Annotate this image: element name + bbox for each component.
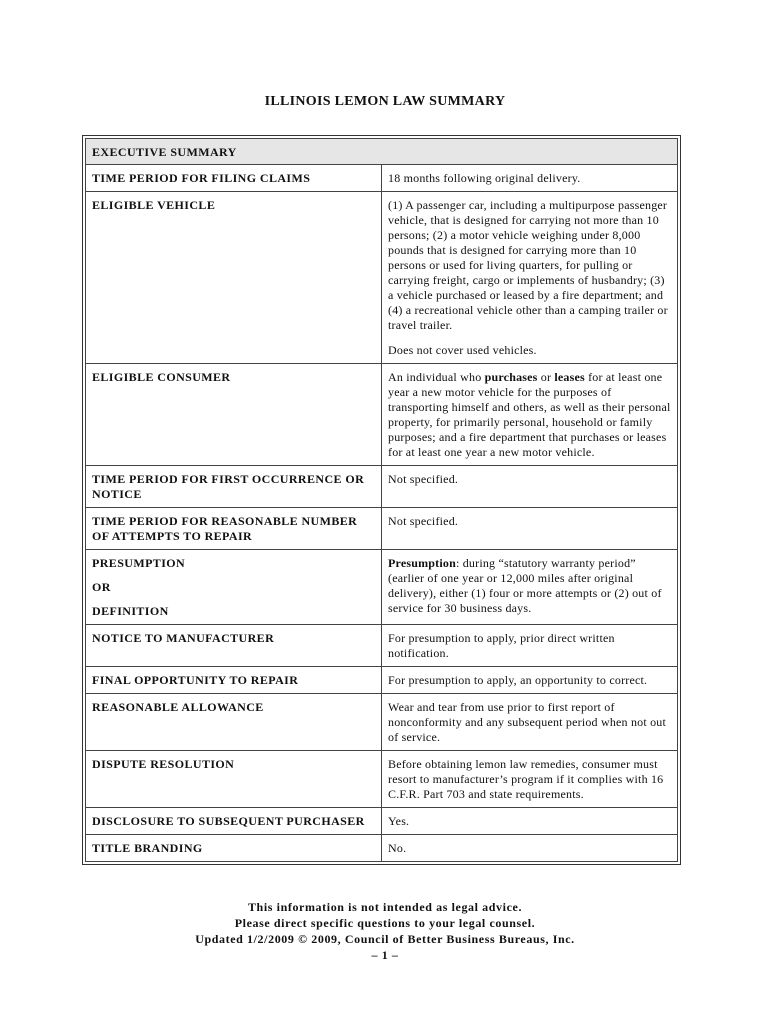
row-label-notice: NOTICE TO MANUFACTURER xyxy=(86,625,382,667)
table-row xyxy=(86,466,678,508)
row-label-repair-attempts: TIME PERIOD FOR REASONABLE NUMBER OF ATTEMPTS TO REPAIR xyxy=(86,508,382,550)
row-value-notice: For presumption to apply, prior direct written notification. xyxy=(382,625,678,667)
consumer-text-post: for at least one year a new motor vehicle for the purposes of transporting himself and others, as well as their personal property, for primarily personal, household or family purposes; and a fire department that purchases or leases for at least one year a new motor vehicle. xyxy=(388,370,671,459)
table-row xyxy=(86,835,678,862)
row-label-eligible-consumer: ELIGIBLE CONSUMER xyxy=(86,364,382,466)
footer xyxy=(0,899,770,963)
table-row xyxy=(86,508,678,550)
consumer-text-purchases: purchases xyxy=(484,370,538,384)
table-row xyxy=(86,667,678,694)
row-value-eligible-vehicle xyxy=(382,192,678,364)
presumption-text: : during “statutory warranty period” (earlier of one year or 12,000 miles after original delivery), either (1) four or more attempts or (2) out of service for 30 business days. xyxy=(388,556,662,615)
table-row xyxy=(86,751,678,808)
row-value-eligible-consumer xyxy=(382,364,678,466)
row-value-disclosure: Yes. xyxy=(382,808,678,835)
consumer-text-leases: leases xyxy=(554,370,585,384)
presumption-label-line: OR xyxy=(92,580,111,594)
summary-table xyxy=(85,138,678,862)
row-value-title-branding: No. xyxy=(382,835,678,862)
table-row xyxy=(86,364,678,466)
footer-copyright: Updated 1/2/2009 © 2009, Council of Better Business Bureaus, Inc. xyxy=(195,932,575,946)
row-label-disclosure: DISCLOSURE TO SUBSEQUENT PURCHASER xyxy=(86,808,382,835)
row-value-repair-attempts: Not specified. xyxy=(382,508,678,550)
row-label-final-opportunity: FINAL OPPORTUNITY TO REPAIR xyxy=(86,667,382,694)
eligible-vehicle-text: (1) A passenger car, including a multipurpose passenger vehicle, that is designed for carrying not more than 10 persons; (2) a motor vehicle weighing under 8,000 pounds that is designed for carrying more than 10 persons or used for living quarters, for pulling or carrying freight, cargo or implements of husbandry; (3) a vehicle purchased or leased by a fire department; and (4) a recreational vehicle other than a camping trailer or travel trailer. xyxy=(388,198,668,332)
footer-disclaimer: This information is not intended as legal advice. xyxy=(247,900,523,914)
summary-table-frame xyxy=(82,135,681,865)
row-value-presumption xyxy=(382,550,678,625)
table-row xyxy=(86,165,678,192)
row-label-dispute: DISPUTE RESOLUTION xyxy=(86,751,382,808)
row-label-presumption xyxy=(86,550,382,625)
page-number: – 1 – xyxy=(371,948,399,962)
row-value-allowance: Wear and tear from use prior to first report of nonconformity and any subsequent period when not out of service. xyxy=(382,694,678,751)
row-value-filing-period: 18 months following original delivery. xyxy=(382,165,678,192)
eligible-vehicle-note: Does not cover used vehicles. xyxy=(388,343,537,357)
table-row xyxy=(86,625,678,667)
presumption-term: Presumption xyxy=(388,556,456,570)
row-label-eligible-vehicle: ELIGIBLE VEHICLE xyxy=(86,192,382,364)
consumer-text-pre: An individual who xyxy=(388,370,485,384)
row-label-allowance: REASONABLE ALLOWANCE xyxy=(86,694,382,751)
presumption-label-line: PRESUMPTION xyxy=(92,556,186,570)
row-value-dispute: Before obtaining lemon law remedies, consumer must resort to manufacturer’s program if it complies with 16 C.F.R. Part 703 and state requirements. xyxy=(382,751,678,808)
table-header-row xyxy=(86,139,678,165)
row-value-final-opportunity: For presumption to apply, an opportunity to correct. xyxy=(382,667,678,694)
table-row xyxy=(86,808,678,835)
row-label-title-branding: TITLE BRANDING xyxy=(86,835,382,862)
row-value-first-occurrence: Not specified. xyxy=(382,466,678,508)
table-row xyxy=(86,550,678,625)
table-header: EXECUTIVE SUMMARY xyxy=(86,139,678,165)
presumption-label-line: DEFINITION xyxy=(92,604,169,618)
row-label-first-occurrence: TIME PERIOD FOR FIRST OCCURRENCE OR NOTICE xyxy=(86,466,382,508)
table-row xyxy=(86,694,678,751)
footer-counsel-note: Please direct specific questions to your legal counsel. xyxy=(234,916,536,930)
table-row xyxy=(86,192,678,364)
document-title: ILLINOIS LEMON LAW SUMMARY xyxy=(264,94,506,109)
consumer-text-mid: or xyxy=(537,370,555,384)
row-label-filing-period: TIME PERIOD FOR FILING CLAIMS xyxy=(86,165,382,192)
